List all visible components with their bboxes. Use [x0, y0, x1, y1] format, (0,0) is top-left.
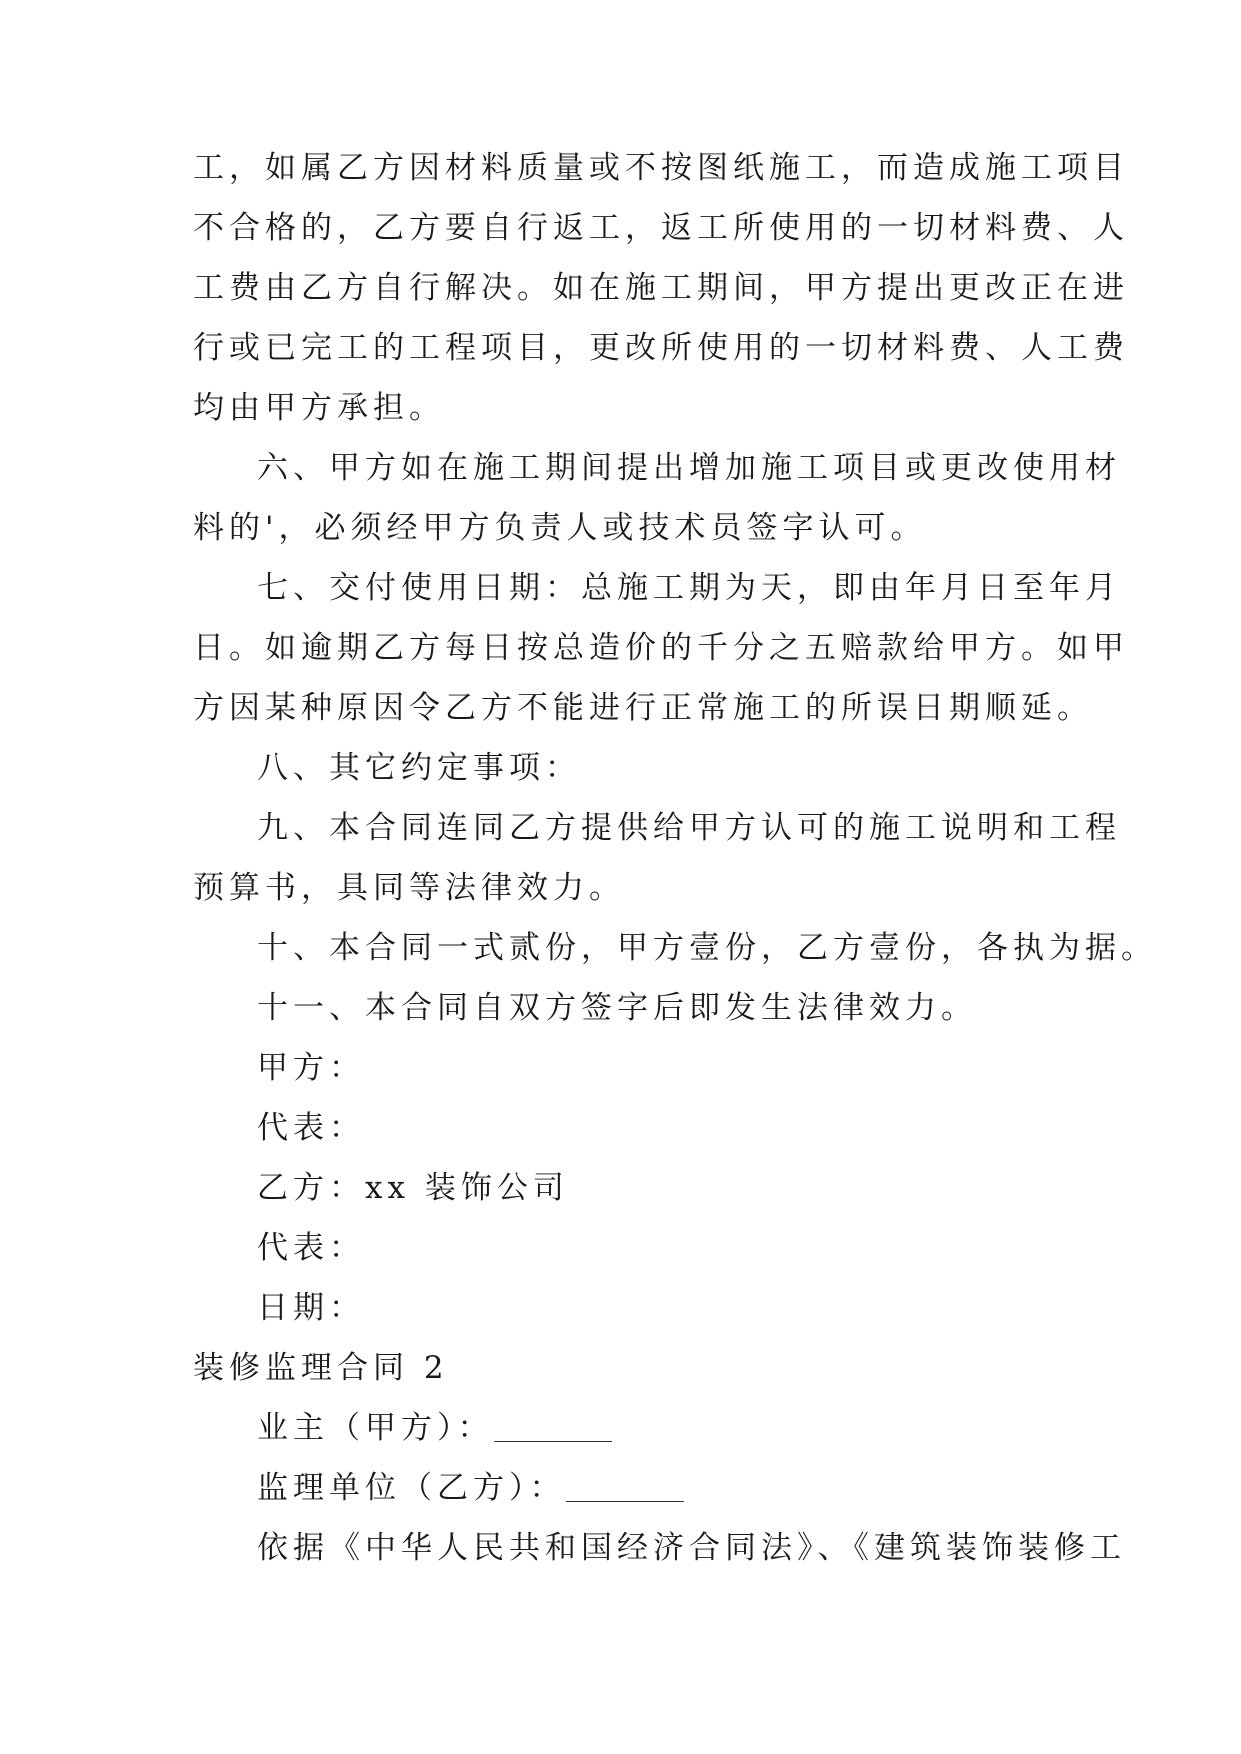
clause-eleven-line: 十一、本合同自双方签字后即发生法律效力。 [257, 990, 977, 1026]
date-label: 日期： [257, 1290, 365, 1326]
clause-six-line: 六、甲方如在施工期间提出增加施工项目或更改使用材 [257, 450, 1121, 486]
supervisor-line [257, 1468, 684, 1508]
clause-seven-line: 七、交付使用日期：总施工期为天，即由年月日至年月 [257, 570, 1121, 606]
section-title: 装修监理合同 2 [193, 1350, 449, 1386]
paragraph-line: 工，如属乙方因材料质量或不按图纸施工，而造成施工项目 [193, 150, 1129, 186]
representative-label: 代表： [257, 1110, 365, 1146]
paragraph-line: 均由甲方承担。 [193, 390, 445, 426]
clause-ten-line: 十、本合同一式贰份，甲方壹份，乙方壹份，各执为据。 [257, 930, 1157, 966]
paragraph-line: 行或已完工的工程项目，更改所使用的一切材料费、人工费 [193, 330, 1129, 366]
clause-nine-line: 九、本合同连同乙方提供给甲方认可的施工说明和工程 [257, 810, 1121, 846]
basis-line: 依据《中华人民共和国经济合同法》、《建筑装饰装修工 [257, 1530, 1126, 1566]
clause-eight-line: 八、其它约定事项： [257, 750, 581, 786]
supervisor-label: 监理单位（乙方）： [257, 1470, 566, 1506]
paragraph-line: 方因某种原因令乙方不能进行正常施工的所误日期顺延。 [193, 690, 1093, 726]
supervisor-blank [566, 1473, 684, 1502]
owner-line [257, 1408, 612, 1448]
paragraph-line: 日。如逾期乙方每日按总造价的千分之五赔款给甲方。如甲 [193, 630, 1129, 666]
paragraph-line: 工费由乙方自行解决。如在施工期间，甲方提出更改正在进 [193, 270, 1129, 306]
owner-blank [494, 1413, 612, 1442]
paragraph-line: 料的'，必须经甲方负责人或技术员签字认可。 [193, 510, 927, 546]
party-a-label: 甲方： [257, 1050, 365, 1086]
party-b-label: 乙方：xx 装饰公司 [257, 1170, 569, 1206]
representative-label: 代表： [257, 1230, 365, 1266]
paragraph-line: 不合格的，乙方要自行返工，返工所使用的一切材料费、人 [193, 210, 1129, 246]
paragraph-line: 预算书，具同等法律效力。 [193, 870, 625, 906]
owner-label: 业主（甲方）： [257, 1410, 494, 1446]
